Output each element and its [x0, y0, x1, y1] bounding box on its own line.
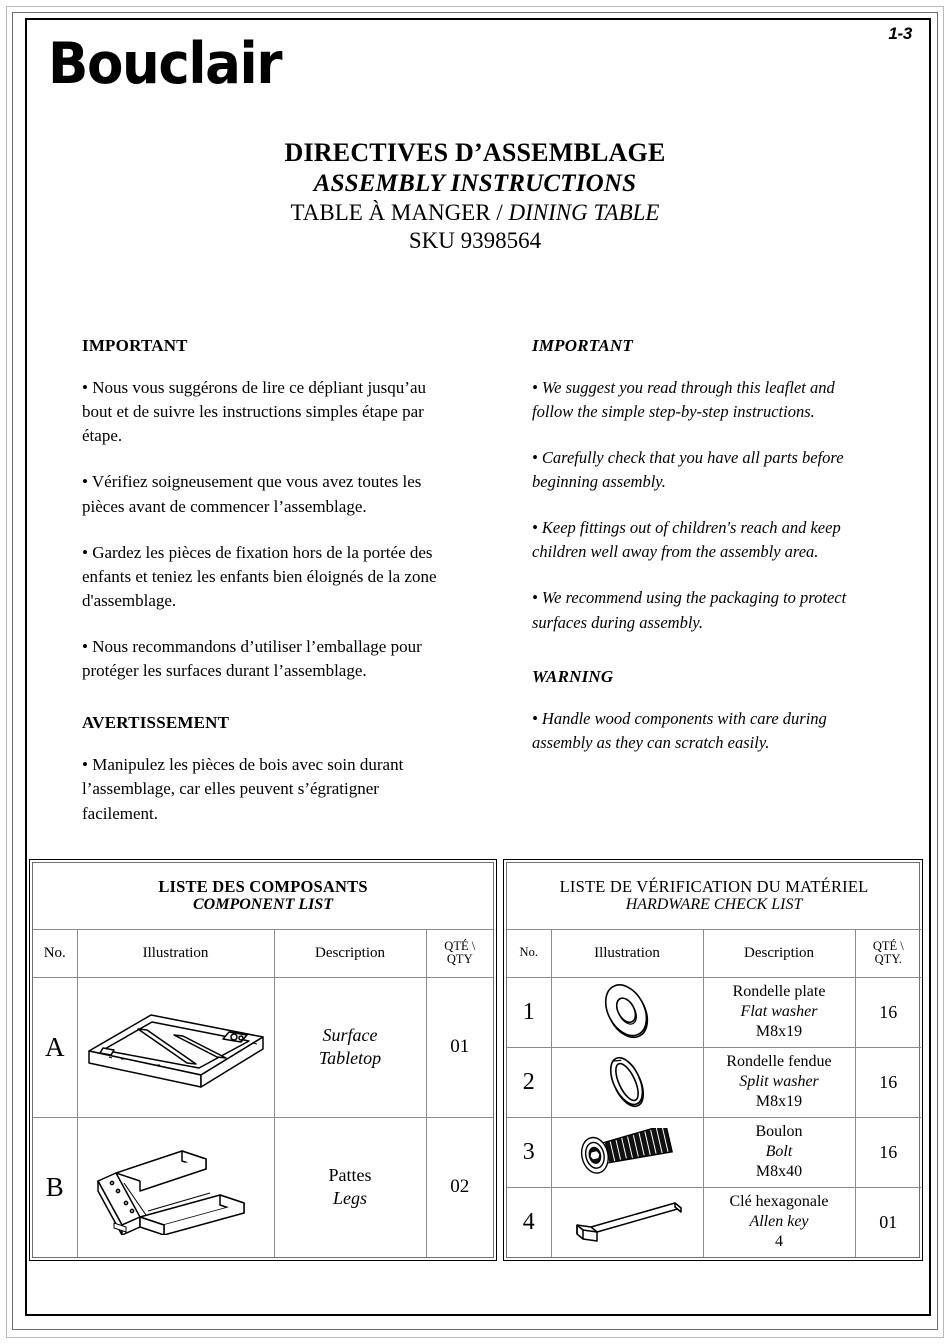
instruction-bullet: • Vérifiez soigneusement que vous avez toutes les pièces avant de commencer l’assemblage. [82, 472, 422, 516]
allen-key-icon [551, 1187, 703, 1257]
warning-heading-french: AVERTISSEMENT [82, 713, 230, 733]
component-description-french: Surface [322, 1024, 378, 1045]
hardware-ref: 2 [507, 1047, 551, 1117]
component-list-table [32, 862, 494, 1258]
instructions-column-english [532, 336, 862, 777]
hardware-spec: 4 [775, 1233, 783, 1251]
component-description-french: Pattes [328, 1164, 372, 1185]
hardware-quantity: 16 [855, 1047, 921, 1117]
hardware-description [703, 1047, 855, 1117]
sku-label: SKU 9398564 [408, 227, 542, 253]
column-header-qty [426, 929, 493, 977]
qty-header-line2: QTY. [874, 952, 902, 967]
product-name-english: DINING TABLE [508, 199, 660, 225]
hardware-description-french: Rondelle fendue [726, 1052, 832, 1070]
tabletop-frame-icon [77, 977, 274, 1117]
hardware-list-title-english: HARDWARE CHECK LIST [625, 896, 803, 914]
column-header-no: No. [33, 929, 77, 977]
qty-header-line1: QTÉ \ [872, 938, 904, 953]
instructions-column-french [82, 336, 454, 848]
instruction-bullet: • Carefully check that you have all parts before beginning assembly. [532, 448, 844, 492]
component-quantity: 01 [426, 977, 493, 1117]
hardware-description-english: Allen key [749, 1213, 809, 1231]
hardware-description-french: Clé hexagonale [729, 1193, 829, 1211]
hardware-ref: 4 [507, 1187, 551, 1257]
hardware-list-title-french: LISTE DE VÉRIFICATION DU MATÉRIEL [559, 876, 869, 896]
instruction-bullet: • We recommend using the packaging to protect surfaces during assembly. [532, 588, 847, 632]
component-quantity: 02 [426, 1117, 493, 1257]
table-header-row [33, 929, 493, 977]
component-list-title-french: LISTE DES COMPOSANTS [158, 876, 368, 896]
hardware-description [703, 1117, 855, 1187]
component-ref: B [33, 1117, 77, 1257]
component-description-english: Tabletop [318, 1048, 382, 1068]
hardware-check-list-table [506, 862, 920, 1258]
column-header-description: Description [274, 929, 426, 977]
hardware-quantity: 16 [855, 977, 921, 1047]
instruction-bullet: • Gardez les pièces de fixation hors de la portée des enfants et teniez les enfants bien éloignés de la zone d'assemblage. [82, 542, 437, 610]
table-header-row [507, 929, 921, 977]
instruction-bullet: • Keep fittings out of children's reach and keep children well away from the assembly area. [532, 518, 841, 562]
column-header-illustration: Illustration [551, 929, 703, 977]
page-number: 1-3 [888, 24, 912, 43]
table-row [507, 1117, 921, 1187]
component-list-grid [33, 863, 493, 1257]
split-washer-icon [551, 1047, 703, 1117]
hardware-description [703, 977, 855, 1047]
hardware-check-list-grid [507, 863, 921, 1257]
table-row [33, 1117, 493, 1257]
title-english: ASSEMBLY INSTRUCTIONS [313, 169, 637, 197]
flat-washer-icon [551, 977, 703, 1047]
product-name-french: TABLE À MANGER / [290, 199, 503, 225]
hardware-spec: M8x19 [755, 1093, 803, 1111]
hardware-quantity: 16 [855, 1117, 921, 1187]
hardware-description-french: Rondelle plate [732, 982, 826, 1000]
title-block [0, 138, 950, 255]
hardware-description-english: Bolt [765, 1142, 793, 1160]
instruction-bullet: • Nous vous suggérons de lire ce dépliant jusqu’au bout et de suivre les instructions simples étape par étape. [82, 378, 426, 446]
column-header-description: Description [703, 929, 855, 977]
table-title-row [507, 863, 921, 929]
hardware-spec: M8x40 [755, 1163, 803, 1181]
brand-logo: Bouclair [48, 31, 282, 97]
warning-bullet: • Manipulez les pièces de bois avec soin durant l’assemblage, car elles peuvent s’égratigner facilement. [82, 755, 404, 823]
hardware-quantity: 01 [855, 1187, 921, 1257]
table-row [507, 1047, 921, 1117]
hardware-ref: 1 [507, 977, 551, 1047]
qty-header-line2: QTY [446, 952, 473, 967]
component-description [274, 1117, 426, 1257]
product-name [0, 199, 950, 227]
component-list-title-english: COMPONENT LIST [193, 896, 334, 914]
component-description [274, 977, 426, 1117]
hardware-description-english: Flat washer [740, 1002, 818, 1020]
instruction-bullet: • We suggest you read through this leaflet and follow the simple step-by-step instructions. [532, 378, 835, 422]
component-description-english: Legs [332, 1188, 367, 1209]
bolt-icon [551, 1117, 703, 1187]
important-heading-english: IMPORTANT [532, 336, 633, 355]
column-header-illustration: Illustration [77, 929, 274, 977]
warning-bullet: • Handle wood components with care during assembly as they can scratch easily. [532, 708, 827, 752]
legs-frame-icon [77, 1117, 274, 1257]
table-row [507, 977, 921, 1047]
component-list-title [33, 863, 493, 929]
table-row [33, 977, 493, 1117]
hardware-spec: M8x19 [755, 1023, 803, 1041]
important-heading-french: IMPORTANT [82, 336, 188, 355]
hardware-description-english: Split washer [739, 1072, 819, 1090]
component-ref: A [33, 977, 77, 1117]
title-french: DIRECTIVES D’ASSEMBLAGE [284, 138, 666, 167]
qty-header-line1: QTÉ \ [444, 938, 476, 953]
column-header-no: No. [507, 929, 551, 977]
warning-heading-english: WARNING [532, 666, 614, 686]
hardware-list-title [507, 863, 921, 929]
column-header-qty [855, 929, 921, 977]
hardware-ref: 3 [507, 1117, 551, 1187]
hardware-description [703, 1187, 855, 1257]
hardware-description-french: Boulon [755, 1122, 803, 1140]
table-title-row [33, 863, 493, 929]
instruction-bullet: • Nous recommandons d’utiliser l’emballage pour protéger les surfaces durant l’assemblage. [82, 637, 422, 681]
table-row [507, 1187, 921, 1257]
